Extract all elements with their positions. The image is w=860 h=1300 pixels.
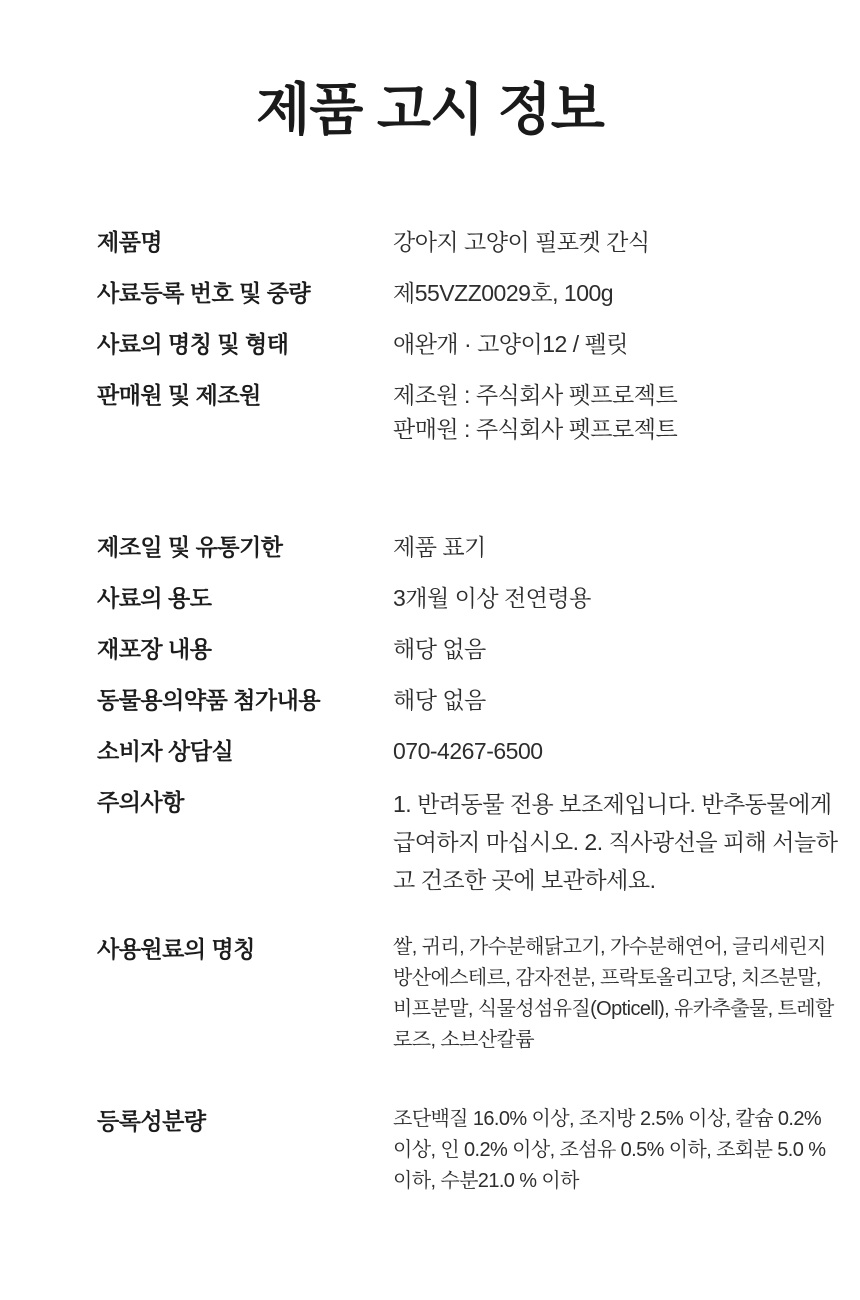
row-value: 제55VZZ0029호, 100g [393, 280, 614, 306]
product-info-table [0, 225, 860, 1197]
row-label: 사용원료의 명칭 [97, 936, 255, 962]
row-label: 제조일 및 유통기한 [97, 534, 283, 560]
table-row-feed-registration [97, 276, 840, 310]
row-label: 재포장 내용 [97, 636, 212, 662]
row-label: 주의사항 [97, 789, 184, 815]
row-label: 동물용의약품 첨가내용 [97, 687, 321, 713]
row-label: 소비자 상담실 [97, 738, 234, 764]
row-value: 쌀, 귀리, 가수분해닭고기, 가수분해연어, 글리세린지방산에스테르, 감자전분, 프락토올리고당, 치즈분말, 비프분말, 식물성섬유질(Opticell), 유카추출물, 트레할로즈, 소브산칼륨 [393, 936, 834, 1051]
table-row-registered-components [97, 1104, 840, 1197]
table-row-product-name [97, 225, 840, 259]
row-label: 등록성분량 [97, 1108, 206, 1134]
manufacturer-line: 제조원 : 주식회사 펫프로젝트 [393, 382, 678, 408]
page-title: 제품 고시 정보 [256, 78, 604, 141]
row-value: 해당 없음 [393, 636, 486, 662]
row-label: 사료의 용도 [97, 585, 212, 611]
table-row-cautions [97, 785, 840, 899]
row-value: 조단백질 16.0% 이상, 조지방 2.5% 이상, 칼슘 0.2% 이상, 인 0.2% 이상, 조섬유 0.5% 이하, 조회분 5.0 % 이하, 수분21.0 % 이하 [393, 1108, 826, 1192]
row-label: 제품명 [97, 229, 163, 255]
table-row-manufacture-date [97, 530, 840, 564]
table-row-feed-purpose [97, 581, 840, 615]
row-value [393, 378, 840, 446]
table-row-seller-manufacturer [97, 378, 840, 446]
row-label: 사료등록 번호 및 중량 [97, 280, 311, 306]
row-value: 강아지 고양이 필포켓 간식 [393, 229, 650, 255]
row-label: 판매원 및 제조원 [97, 382, 261, 408]
table-row-customer-service [97, 734, 840, 768]
table-row-veterinary-additives [97, 683, 840, 717]
table-row-feed-name-form [97, 327, 840, 361]
row-value: 1. 반려동물 전용 보조제입니다. 반추동물에게 급여하지 마십시오. 2. 직사광선을 피해 서늘하고 건조한 곳에 보관하세요. [393, 791, 838, 893]
row-value: 제품 표기 [393, 534, 486, 560]
table-row-repackaging [97, 632, 840, 666]
row-label: 사료의 명칭 및 형태 [97, 331, 289, 357]
row-value: 3개월 이상 전연령용 [393, 585, 591, 611]
table-row-ingredients [97, 932, 840, 1056]
customer-service-phone: 070-4267-6500 [393, 738, 543, 764]
row-value: 해당 없음 [393, 687, 486, 713]
row-value: 애완개 · 고양이12 / 펠릿 [393, 331, 628, 357]
seller-line: 판매원 : 주식회사 펫프로젝트 [393, 416, 678, 442]
